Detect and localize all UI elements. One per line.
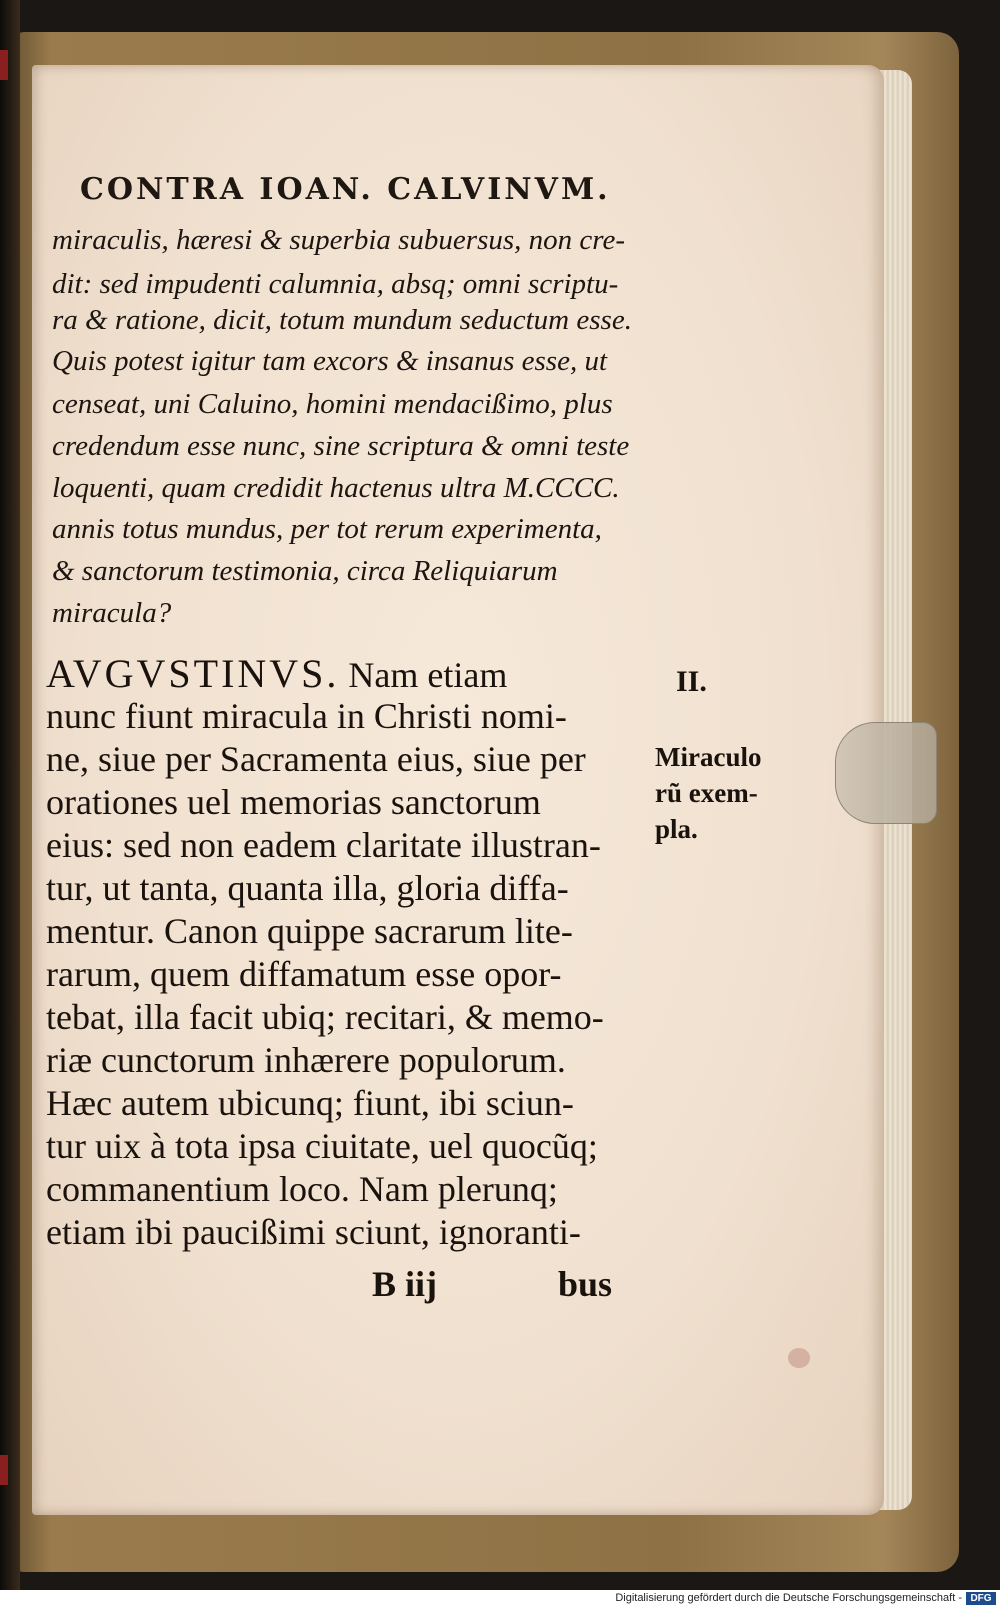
roman-line: tur, ut tanta, quanta illa, gloria diffa-	[46, 868, 569, 908]
dfg-logo: DFG	[966, 1592, 996, 1605]
roman-line: rarum, quem diffamatum esse opor-	[46, 954, 562, 994]
roman-line: tebat, illa facit ubiq; recitari, & memo-	[46, 997, 604, 1037]
italic-line: dit: sed impudenti calumnia, absq; omni scriptu-	[52, 268, 619, 300]
augustinus-lead: AVGVSTINVS.	[46, 651, 340, 696]
margin-note-line: rũ exem-	[655, 778, 758, 808]
augustinus-paragraph-first-line	[46, 650, 507, 697]
italic-line: & sanctorum testimonia, circa Reliquiarum	[52, 555, 558, 587]
margin-number: II.	[676, 665, 707, 698]
italic-line: miraculis, hæresi & superbia subuersus, non cre-	[52, 224, 626, 256]
roman-line: riæ cunctorum inhærere populorum.	[46, 1040, 566, 1080]
page-stain	[788, 1348, 810, 1368]
running-head: CONTRA IOAN. CALVINVM.	[80, 172, 611, 207]
roman-line: commanentium loco. Nam plerunq;	[46, 1169, 558, 1209]
footer-credit: Digitalisierung gefördert durch die Deutsche Forschungsgemeinschaft -	[615, 1592, 962, 1604]
roman-line: etiam ibi paucißimi sciunt, ignoranti-	[46, 1212, 581, 1252]
roman-line: eius: sed non eadem claritate illustran-	[46, 825, 601, 865]
roman-line: tur uix à tota ipsa ciuitate, uel quocũq;	[46, 1126, 598, 1166]
margin-note-line: pla.	[655, 814, 698, 844]
left-spine	[0, 0, 20, 1590]
roman-line: Nam etiam	[339, 655, 508, 695]
red-edge-mark	[0, 1455, 8, 1485]
roman-line: ne, siue per Sacramenta eius, siue per	[46, 739, 586, 779]
signature-mark: B iij	[372, 1264, 438, 1304]
margin-note-line: Miraculo	[655, 742, 762, 772]
italic-line: ra & ratione, dicit, totum mundum seductum esse.	[52, 304, 632, 336]
italic-line: miracula?	[52, 597, 172, 629]
italic-line: credendum esse nunc, sine scriptura & omni teste	[52, 430, 630, 462]
roman-line: orationes uel memorias sanctorum	[46, 782, 541, 822]
italic-line: loquenti, quam credidit hactenus ultra M.CCCC.	[52, 472, 620, 504]
roman-line: Hæc autem ubicunq; fiunt, ibi sciun-	[46, 1083, 574, 1123]
page-clip	[835, 722, 937, 824]
italic-line: censeat, uni Caluino, homini mendacißimo, plus	[52, 388, 613, 420]
italic-line: Quis potest igitur tam excors & insanus esse, ut	[52, 345, 608, 377]
italic-line: annis totus mundus, per tot rerum experimenta,	[52, 513, 602, 545]
roman-line: mentur. Canon quippe sacrarum lite-	[46, 911, 573, 951]
roman-line: nunc fiunt miracula in Christi nomi-	[46, 696, 567, 736]
catchword: bus	[558, 1264, 613, 1304]
red-edge-mark	[0, 50, 8, 80]
